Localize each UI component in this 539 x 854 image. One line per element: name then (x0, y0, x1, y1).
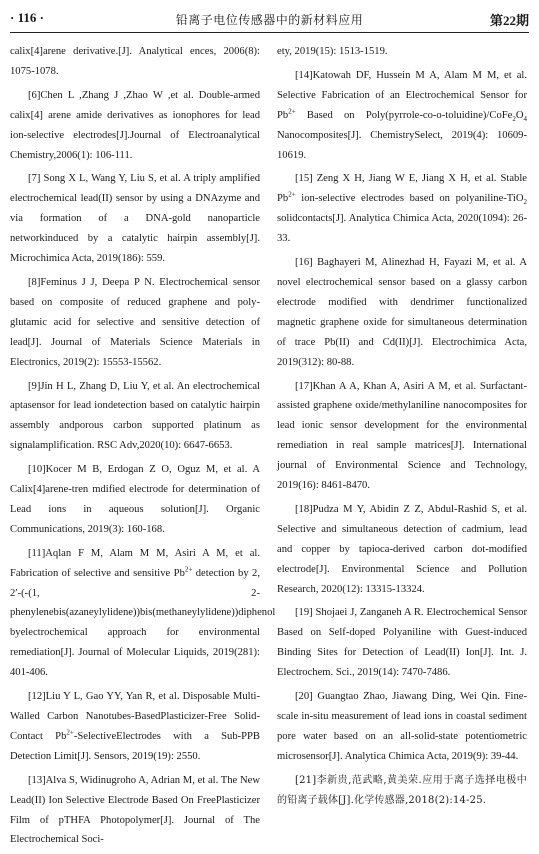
reference-ref-11: [11]Aqlan F M, Alam M M, Asiri A M, et al. Fabrication of selective and sensitive $Pb^{2+}$ detection by 2, 2′-(-(1, 2-phenylenebis(azaneylylidene))bis(methaneylylidene))diphenol byelectrochemical approach for environmental remediation[J]. Journal of Molecular Liquids, 2019(281): 401-406. (10, 547, 276, 679)
reference-ref-12: [12]Liu Y L, Gao YY, Yan R, et al. Disposable Multi-Walled Carbon Nanotubes-BasedPlasticizer-Free Solid-Contact $Pb^{2+}$-SelectiveElectrodes with a Sub-PPB Detection Limit[J]. Sensors, 2019(19): 2550. (10, 691, 260, 762)
reference-column-left (10, 42, 276, 854)
reference-ref-9: [9]Jin H L, Zhang D, Liu Y, et al. An electrochemical aptasensor for lead iondetection based on catalytic hairpin assembly andporous carbon supported platinum as signalamplification. RSC Adv,2020(10): 6647-6653. (10, 380, 260, 452)
page-header (10, 6, 529, 33)
reference-ref-16: [16] Baghayeri M, Alinezhad H, Fayazi M, et al. A novel electrochemical sensor based on a glassy carbon electrode modified with dendrimer functionalized magnetic graphene oxide for simultaneous determination of trace Pb(II) and Cd(II)[J]. Electrochimica Acta, 2019(312): 80-88. (277, 257, 527, 368)
reference-column-right (277, 42, 527, 815)
issue-label: 第22期 (489, 13, 529, 28)
running-title: 铅离子电位传感器中的新材料应用 (175, 13, 364, 27)
reference-ref-14: [14]Katowah DF, Hussein M A, Alam M M, et al. Selective Fabrication of an Electrochemical Sensor for $Pb^{2+}$ Based on $Poly(pyrrole-co-o-toluidine)/CoFe_2O_4$ Nanocomposites[J]. ChemistrySelect, 2019(4): 10609-10619. (277, 69, 527, 161)
reference-ref-7: [7] Song X L, Wang Y, Liu S, et al. A triply amplified electrochemical lead(II) sensor by using a DNAzyme and via formation of a DNA-gold nanoparticle networkinduced by a catalytic hairpin assembly[J]. Microchimica Acta, 2019(186): 559. (10, 173, 260, 265)
reference-ref-13-cont: ety, 2019(15): 1513-1519. (277, 46, 388, 57)
reference-ref-15: [15] Zeng X H, Jiang W E, Jiang X H, et al. Stable $Pb^{2+}$ ion-selective electrodes based on polyaniline-TiO$_2$ solidcontacts[J]. Analytica Chimica Acta, 2020(1094): 26-33. (277, 173, 527, 245)
reference-ref-13: [13]Alva S, Widinugroho A, Adrian M, et al. The New Lead(II) Ion Selective Electrode Based On FreePlasticizer Film of pTHFA Photopolymer[J]. Journal of The Electrochemical Soci- (10, 774, 260, 846)
reference-ref-8: [8]Feminus J J, Deepa P N. Electrochemical sensor based on composite of reduced graphene and poly-glutamic acid for selective and sensitive detection of lead[J]. Journal of Materials Science Materials in Electronics, 2019(2): 15553-15562. (10, 276, 260, 368)
reference-ref-5-cont: calix[4]arene derivative.[J]. Analytical ences, 2006(8): 1075-1078. (10, 46, 260, 77)
reference-ref-17: [17]Khan A A, Khan A, Asiri A M, et al. Surfactant-assisted graphene oxide/methylaniline nanocomposites for lead ionic sensor development for the environmental remediation in real sample matrices[J]. International journal of Environmental Science and Technology, 2019(16): 8461-8470. (277, 380, 527, 492)
reference-ref-20: [20] Guangtao Zhao, Jiawang Ding, Wei Qin. Fine-scale in-situ measurement of lead ions in coastal sediment pore water based on an all-solid-state potentiometric microsensor[J]. Analytica Chimica Acta, 2019(9): 39-44. (277, 691, 527, 762)
reference-ref-10: [10]Kocer M B, Erdogan Z O, Oguz M, et al. A Calix[4]arene-tren mdified electrode for determination of Lead ions in aqueous solution[J]. Organic Communications, 2019(3): 160-168. (10, 464, 260, 535)
reference-ref-6: [6]Chen L ,Zhang J ,Zhao W ,et al. Double-armed calix[4] arene amide derivatives as ionophores for lead ion-selective electrodes[J].Journal of Electroanalytical Chemistry,2006(1): 106-111. (10, 89, 260, 161)
reference-ref-18: [18]Pudza M Y, Abidin Z Z, Abdul-Rashid S, et al. Selective and simultaneous detection of cadmium, lead and copper by tapioca-derived carbon dot-modified electrode[J]. Environmental Science and Pollution Research, 2020(12): 13315-13324. (277, 503, 527, 595)
reference-ref-19: [19] Shojaei J, Zanganeh A R. Electrochemical Sensor Based on Self-doped Polyaniline with Guest-induced Binding Sites for Detection of Lead(II) Ion[J]. Int. J. Electrochem. Sci., 2019(14): 7470-7486. (277, 607, 527, 679)
reference-ref-21: [21]李新贵,范武略,黄美荣.应用于离子选择电极中的铅离子载体[J].化学传感器,2018(2):14-25. (277, 774, 527, 806)
page-number: · 116 · (10, 10, 44, 25)
